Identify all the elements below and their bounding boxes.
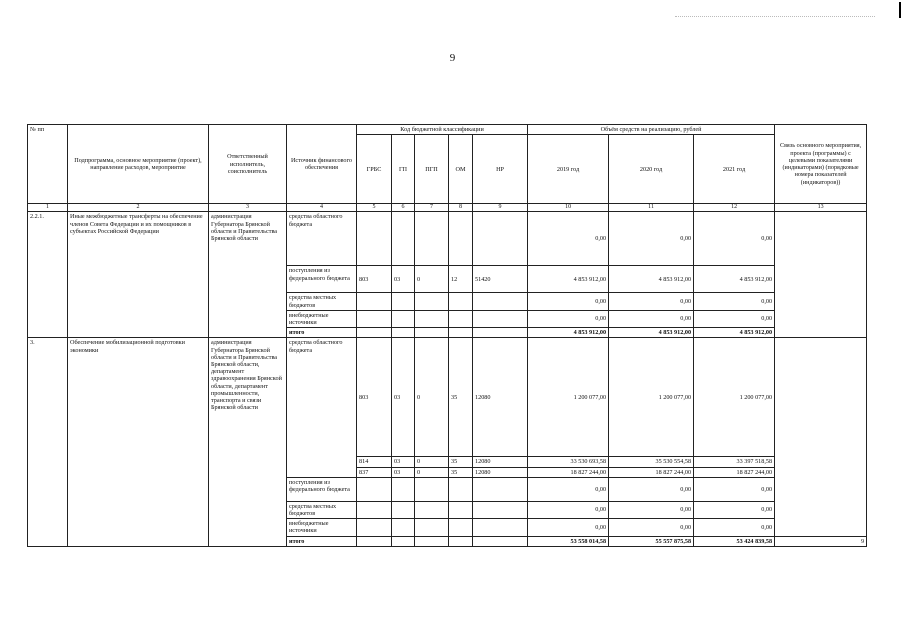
value-2019: 0,00 — [528, 501, 609, 518]
pgp-cell: 0 — [415, 266, 449, 293]
col-number: 1 — [28, 204, 68, 212]
header-2019: 2019 год — [528, 135, 609, 204]
row-number: 3. — [28, 338, 68, 546]
header-np: НР — [473, 135, 528, 204]
value-2021: 0,00 — [694, 519, 775, 536]
value-2020: 0,00 — [609, 310, 694, 327]
total-2019: 4 853 912,00 — [528, 328, 609, 338]
grbs-cell: 837 — [357, 467, 392, 477]
gp-cell: 03 — [392, 338, 415, 457]
value-2019: 4 853 912,00 — [528, 266, 609, 293]
value-2021: 18 827 244,00 — [694, 467, 775, 477]
source-cell: средства местных бюджетов — [287, 501, 357, 518]
np-cell: 12080 — [473, 338, 528, 457]
header-grbs: ГРБС — [357, 135, 392, 204]
col-number: 6 — [392, 204, 415, 212]
np-cell: 12080 — [473, 467, 528, 477]
col-number: 8 — [449, 204, 473, 212]
total-2020: 55 557 875,58 — [609, 536, 694, 546]
value-2021: 0,00 — [694, 501, 775, 518]
source-cell: средства областного бюджета — [287, 212, 357, 266]
value-2020: 0,00 — [609, 477, 694, 501]
col-number: 7 — [415, 204, 449, 212]
header-2020: 2020 год — [609, 135, 694, 204]
value-2021: 0,00 — [694, 477, 775, 501]
col-number: 9 — [473, 204, 528, 212]
header-om: ОМ — [449, 135, 473, 204]
om-cell: 35 — [449, 467, 473, 477]
col-number: 3 — [209, 204, 287, 212]
table-row — [28, 338, 867, 457]
total-2021: 53 424 839,58 — [694, 536, 775, 546]
page-number: 9 — [449, 52, 456, 64]
grbs-cell: 803 — [357, 266, 392, 293]
value-2021: 33 397 518,58 — [694, 457, 775, 467]
col-number: 5 — [357, 204, 392, 212]
pgp-cell: 0 — [415, 467, 449, 477]
header-gp: ГП — [392, 135, 415, 204]
value-2020: 0,00 — [609, 212, 694, 266]
om-cell: 12 — [449, 266, 473, 293]
col-number: 4 — [287, 204, 357, 212]
col-number: 10 — [528, 204, 609, 212]
value-2020: 35 530 554,58 — [609, 457, 694, 467]
om-cell: 35 — [449, 457, 473, 467]
header-subprogram: Подпрограмма, основное мероприятие (проект), направление расходов, мероприятие — [68, 125, 209, 204]
link-value: 9 — [775, 536, 867, 546]
pgp-cell: 0 — [415, 338, 449, 457]
margin-mark — [899, 2, 901, 18]
value-2019: 18 827 244,00 — [528, 467, 609, 477]
table-row — [28, 212, 867, 266]
budget-table — [27, 124, 867, 547]
link-cell — [775, 212, 867, 338]
header-link: Связь основного мероприятия, проекта (программы) с целевыми показателями (индикаторами) (порядковые номера показателей (индикаторов)) — [775, 125, 867, 204]
value-2019: 0,00 — [528, 519, 609, 536]
header-budget-code: Код бюджетной классификации — [357, 125, 528, 135]
gp-cell: 03 — [392, 467, 415, 477]
value-2021: 4 853 912,00 — [694, 266, 775, 293]
gp-cell: 03 — [392, 457, 415, 467]
value-2020: 0,00 — [609, 293, 694, 310]
value-2019: 1 200 077,00 — [528, 338, 609, 457]
scan-artifact — [675, 16, 875, 18]
col-number: 13 — [775, 204, 867, 212]
pgp-cell: 0 — [415, 457, 449, 467]
source-cell: поступления из федерального бюджета — [287, 266, 357, 293]
link-cell — [775, 338, 867, 536]
value-2020: 0,00 — [609, 519, 694, 536]
header-num: № пп — [28, 125, 68, 204]
value-2020: 1 200 077,00 — [609, 338, 694, 457]
total-2020: 4 853 912,00 — [609, 328, 694, 338]
source-cell: средства областного бюджета — [287, 338, 357, 477]
value-2021: 0,00 — [694, 212, 775, 266]
source-cell: средства местных бюджетов — [287, 293, 357, 310]
value-2019: 0,00 — [528, 310, 609, 327]
row-number: 2.2.1. — [28, 212, 68, 338]
header-source: Источник финансового обеспечения — [287, 125, 357, 204]
value-2019: 33 530 693,58 — [528, 457, 609, 467]
total-2019: 53 558 014,58 — [528, 536, 609, 546]
total-2021: 4 853 912,00 — [694, 328, 775, 338]
om-cell: 35 — [449, 338, 473, 457]
value-2019: 0,00 — [528, 293, 609, 310]
gp-cell: 03 — [392, 266, 415, 293]
grbs-cell: 814 — [357, 457, 392, 467]
value-2021: 0,00 — [694, 310, 775, 327]
measure-name: Обеспечение мобилизационной подготовки экономики — [68, 338, 209, 546]
np-cell: 51420 — [473, 266, 528, 293]
col-number: 11 — [609, 204, 694, 212]
value-2021: 0,00 — [694, 293, 775, 310]
source-cell: внебюджетные источники — [287, 310, 357, 327]
value-2019: 0,00 — [528, 212, 609, 266]
col-number: 12 — [694, 204, 775, 212]
value-2020: 0,00 — [609, 501, 694, 518]
value-2020: 4 853 912,00 — [609, 266, 694, 293]
value-2020: 18 827 244,00 — [609, 467, 694, 477]
np-cell: 12080 — [473, 457, 528, 467]
source-cell: итого — [287, 536, 357, 546]
header-volume: Объём средств на реализацию, рублей — [528, 125, 775, 135]
value-2019: 0,00 — [528, 477, 609, 501]
value-2021: 1 200 077,00 — [694, 338, 775, 457]
source-cell: внебюджетные источники — [287, 519, 357, 536]
executor-name: администрация Губернатора Брянской области и Правительства Брянской области, департамент здравоохранения Брянской области, департамент промышленности, транспорта и связи Брянской области — [209, 338, 287, 546]
source-cell: итого — [287, 328, 357, 338]
header-pgp: ПГП — [415, 135, 449, 204]
executor-name: администрация Губернатора Брянской области и Правительства Брянской области — [209, 212, 287, 338]
grbs-cell: 803 — [357, 338, 392, 457]
header-executor: Ответственный исполнитель, соисполнитель — [209, 125, 287, 204]
source-cell: поступления из федерального бюджета — [287, 477, 357, 501]
header-2021: 2021 год — [694, 135, 775, 204]
measure-name: Иные межбюджетные трансферты на обеспечение членов Совета Федерации и их помощников в субъектах Российской Федерации — [68, 212, 209, 338]
col-number: 2 — [68, 204, 209, 212]
column-numbers-row — [28, 204, 867, 212]
